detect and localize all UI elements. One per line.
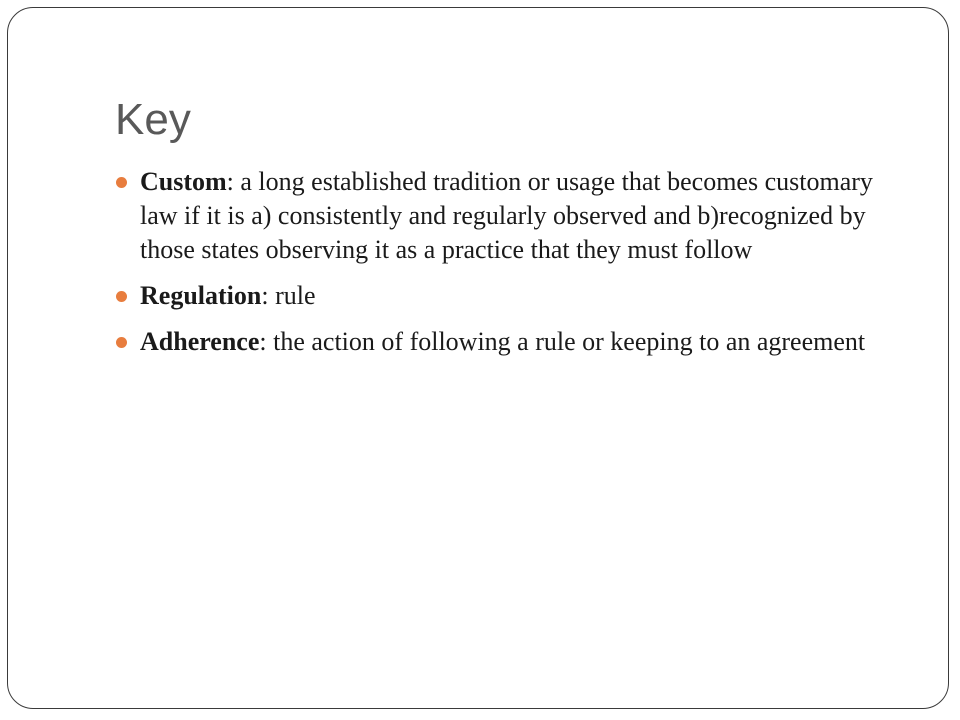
bullet-dot-icon — [116, 337, 127, 348]
slide-title: Key — [115, 95, 191, 144]
slide-frame — [7, 7, 949, 709]
definition-text: : the action of following a rule or keeping to an agreement — [259, 327, 866, 356]
bullet-dot-icon — [116, 291, 127, 302]
bullet-dot-icon — [116, 177, 127, 188]
term-label: Adherence — [140, 327, 260, 356]
list-item-regulation — [115, 279, 905, 313]
term-label: Custom — [140, 167, 227, 196]
bullet-list — [115, 165, 905, 371]
list-item-custom — [115, 165, 905, 267]
definition-text: : a long established tradition or usage that becomes customary law if it is a) consistently and regularly observed and b)recognized by those states observing it as a practice that they must follow — [140, 167, 873, 264]
term-label: Regulation — [140, 281, 262, 310]
definition-text: : rule — [261, 281, 316, 310]
list-item-adherence — [115, 325, 905, 359]
